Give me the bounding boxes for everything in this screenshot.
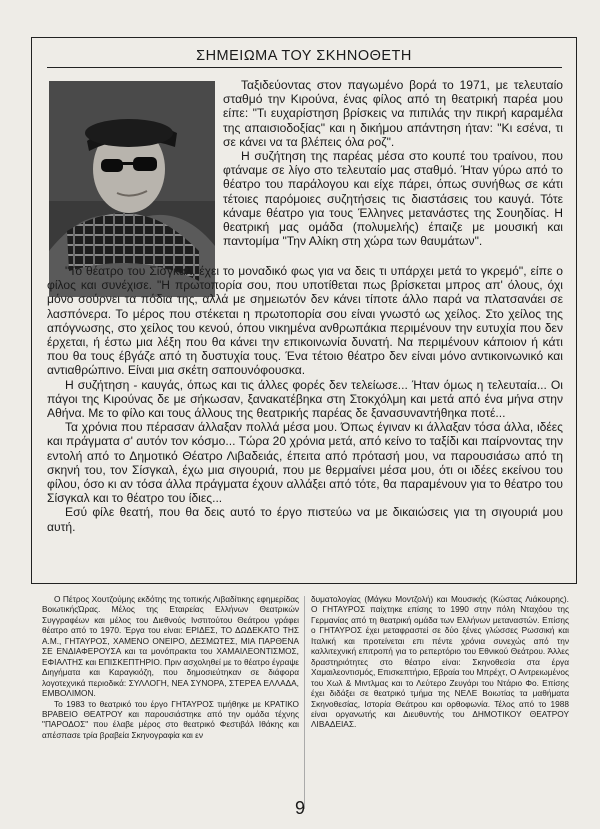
bio-paragraph-2: Το 1983 το θεατρικό του έργο ΓΗΤΑΥΡΟΣ τιμήθηκε με ΚΡΑΤΙΚΟ ΒΡΑΒΕΙΟ ΘΕΑΤΡΟΥ και παρουσιάστηκε από την ομάδα τέχνης "ΠΑΡΟΔΟΣ" που έλαβε μέρος στο θεατρικό Φεστιβάλ Ιθάκης και απέσπασε τρία βραβεία Σκηνογραφία και εν xyxy=(42,698,299,740)
intro-paragraph: Ταξιδεύοντας στον παγωμένο βορά το 1971, με τελευταίο σταθμό την Κιρούνα, ένας φίλος από τη θεατρική παρέα μου είπε: "Τι ευχαρίστηση βρίσκεις να πιπιλάς την πικρή καραμέλα της απαισιοδοξίας" και η δικήμου απάντηση ήταν: "Κι εσένα, τι σε κάνει να τα βλέπεις όλα ροζ". xyxy=(223,78,563,149)
paragraph-5: Τα χρόνια που πέρασαν άλλαξαν πολλά μέσα μου. Όπως έγιναν κι άλλαξαν τόσα άλλα, ιδέες και πράγματα σ' αυτόν τον κόσμο... Τώρα 20 χρόνια μετά, από κείνο το ταξίδι και παίρνοντας την εντολή από το Δημοτικό Θέατρο Λιβαδειάς, έπειτα από πρότασή μου, να παρουσιάσω από τη σκηνή του, τον Σίσγκαλ, έχω μια σιγουριά, που με θερμαίνει μέσα μου, ότι οι ιδέες εκείνου του φίλου, όσο κι αν τόσα άλλα πράγματα έχουν αλλάξει από τότε, θα παραμένουν για το θέατρο του Σίσγκαλ και το θέατρο του ίδιες... xyxy=(47,420,563,506)
paragraph-6: Εσύ φίλε θεατή, που θα δεις αυτό το έργο πιστεύω να με δικαιώσεις για τη σιγουριά μου αυτή. xyxy=(47,505,563,534)
paragraph-2: Η συζήτηση της παρέας μέσα στο κουπέ του τραίνου, που φτάναμε σε λίγο στο τελευταίο μας σταθμό. Ήταν γύρω από το θέατρο του παράλογου και είχε πάρει, όπως συνήθως σε κάτι τέτοιες παρόμοιες συζητήσεις τις διαστάσεις του καυγά. Τότε κάναμε θέατρο για τους Έλληνες μετανάστες της Σουηδίας. Η θεατρική μας ομάδα (πολυμελής) έπαιζε με μουσική και παντομίμα "Την Αλίκη στη χώρα των θαυμάτων". xyxy=(223,149,563,249)
article-body-block xyxy=(47,264,563,534)
page-number: 9 xyxy=(294,798,305,818)
bio-paragraph-1: Ο Πέτρος Χουτζούμης εκδότης της τοπικής Λιβαδίτικης εφημερίδας ΒοιωτικήςΏρας. Μέλος της Εταιρείας Ελλήνων Θεατρικών Συγγραφέων και μέλος του Διεθνούς Ινστιτούτου Θεάτρου γράφει θέατρο από το 1970. Έργα του είναι: ΕΡΙΔΕΣ, ΤΟ ΔΩΔΕΚΑΤΟ ΤΗΣ Α.Μ., ΓΗΤΑΥΡΟΣ, ΧΑΜΕΝΟ ΟΝΕΙΡΟ, ΔΕΣΜΩΤΕΣ, ΜΙΑ ΠΑΡΘΕΝΑ ΣΕ ΕΝΔΙΑΦΕΡΟΥΣΑ και τα μονόπρακτα του ΧΑΜΑΙΛΕΟΝΤΙΣΜΟΣ, ΕΦΙΑΛΤΗΣ και ΕΠΙΣΚΕΠΤΗΡΙΟ. Πριν ασχοληθεί με το θέατρο έγραψε Διηγήματα και Καραγκιόζη, που δημοσιεύτηκαν σε διάφορα λογοτεχνικά περιοδικά: ΣΥΛΛΟΓΗ, ΝΕΑ ΣΥΝΟΡΑ, ΣΤΕΡΕΑ ΕΛΛΑΔΑ, ΕΜΒΟΛΙΜΟΝ. xyxy=(42,594,299,699)
paragraph-3: "Το θέατρο του Σίσγκαλ, έχει το μοναδικό φως για να δεις τι υπάρχει μετά το γκρεμό", είπε ο φίλος και συνέχισε. "Η πρωτοπορία σου, που υποτίθεται πως βρίσκεται μπρος απ' όλους, όχι μόνο σούρνει τα πόδια της, αλλά με σημειωτόν δεν κάνει τίποτε άλλο παρά να πλατσανάει σε λασπόνερα. Το μέρος που στέκεται η πρωτοπορία σου είναι γνωστό ως χείλος. Στο χείλος της απόγνωσης, στο χείλος του κενού, όπου νικημένα ανθρωπάκια περιμένουν την ευτυχία που δεν έρχεται, ή έστω μια λέξη που θα κάνει την επικοινωνία δυνατή. Να περιμένουν κάποιον ή κάτι που θα τους έβγάζε από τη δυστυχία τους. Ένα τέτοιο θέατρο δεν είναι μόνο αντικοινωνικό και αντιαθρώπινο. Είναι μια σκέτη σαπουνόφουσκα. xyxy=(47,264,563,378)
title-rule xyxy=(47,67,562,68)
bio-paragraph-3: δυματολογίας (Μάγκυ Μοντζολή) και Μουσικής (Κώστας Λιάκουρης). Ο ΓΗΤΑΥΡΟΣ παίχτηκε επίσης το 1990 στην πόλη Νταχόου της Γερμανίας από τη θεατρική ομάδα των Ελλήνων μεταναστών. Επίσης ο ΓΗΤΑΥΡΟΣ έχει μεταφραστεί σε δύο ξένες γλώσσες Ρωσσική και Ιταλική και προτείνεται επι πέντε χρόνια συνεχώς από την καλλιτεχνική επιτροπή για το ρεπερτόριο του Εθνικού Θεάτρου. Άλλες δραστηριότητες στο θέατρο είναι: Σκηνοθεσία στα έργα Χαμαιλεοντισμός, Επισκεπτήριο, Εβραία του Μπρέχτ, Ο Αντρειωμένος του Χωλ & Μιντλμας και το Λεύτερο Ζευγάρι του Ντάριο Φο. Επίσης έχει διδάξει σε θεατρικό τμήμα της ΝΕΛΕ Βοιωτίας τα μαθήματα Σκηνοθεσίας, Ιστορία Θεάτρου και ορθοφωνία. Τέλος από το 1988 είναι οργανωτής και Διευθυντής του ΔΗΜΟΤΙΚΟΥ ΘΕΑΤΡΟΥ ΛΙΒΑΔΕΙΑΣ. xyxy=(311,594,569,730)
paragraph-4: Η συζήτηση - καυγάς, όπως και τις άλλες φορές δεν τελείωσε... Ήταν όμως η τελευταία... Οι πάγοι της Κιρούνας δε με σήκωσαν, ξανακατέβηκα στη Στοκχόλμη και μετά από ένα μήνα στην Αθήνα. Με το φίλο και τους άλλους της θεατρικής παρέας δε ξανασυναντήθηκα ποτέ... xyxy=(47,377,563,421)
bio-left-column xyxy=(42,594,299,740)
article-frame xyxy=(31,37,577,584)
article-title: ΣΗΜΕΙΩΜΑ ΤΟΥ ΣΚΗΝΟΘΕΤΗ xyxy=(196,48,412,64)
article-intro-block xyxy=(223,78,563,248)
bio-right-column xyxy=(311,594,569,730)
column-divider xyxy=(304,596,305,809)
